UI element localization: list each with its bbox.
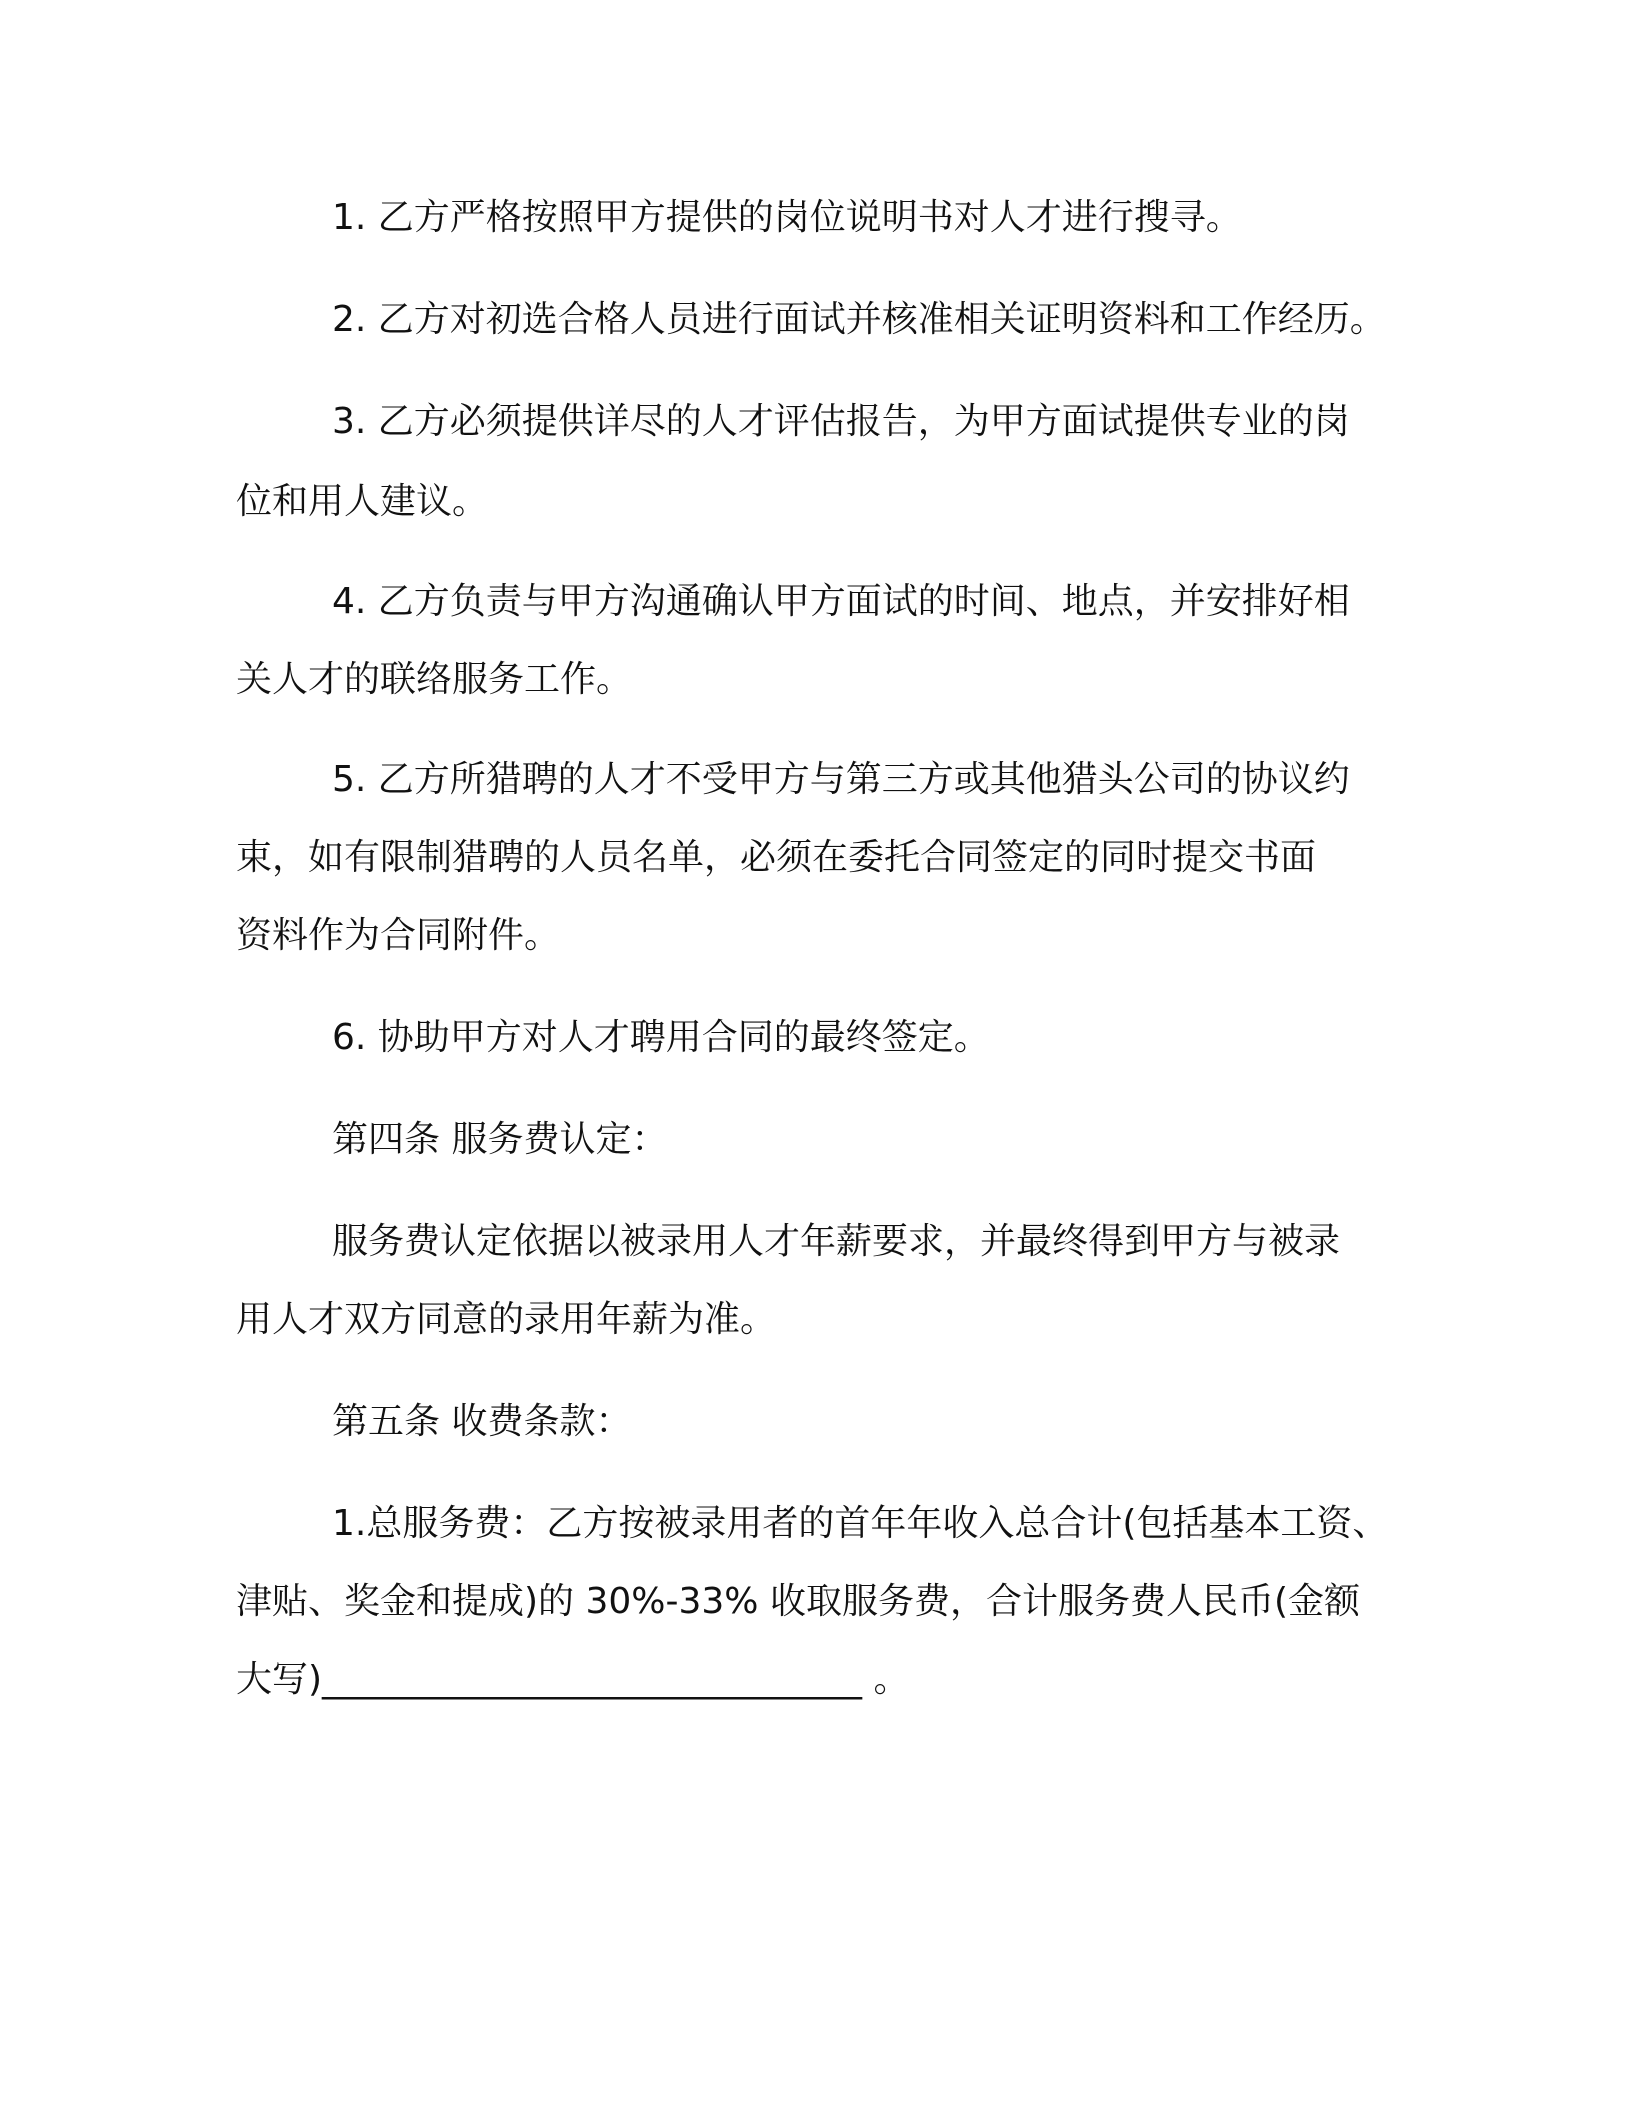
article-5-item-1-line-1: 1.总服务费：乙方按被录用者的首年年收入总合计(包括基本工资、 (332, 1503, 1389, 1544)
article-4-body-line-1: 服务费认定依据以被录用人才年薪要求，并最终得到甲方与被录 (332, 1221, 1341, 1262)
clause-item-5-line-2: 束，如有限制猎聘的人员名单，必须在委托合同签定的同时提交书面 (236, 837, 1317, 878)
article-5-item-1-line-3: 大写)______________________________ 。 (236, 1659, 910, 1700)
article-5-item-1-line-2: 津贴、奖金和提成)的 30%-33% 收取服务费，合计服务费人民币(金额 (236, 1581, 1360, 1622)
clause-item-1: 1. 乙方严格按照甲方提供的岗位说明书对人才进行搜寻。 (332, 197, 1242, 238)
clause-item-3-line-1: 3. 乙方必须提供详尽的人才评估报告，为甲方面试提供专业的岗 (332, 401, 1350, 442)
clause-item-4-line-2: 关人才的联络服务工作。 (236, 659, 633, 700)
clause-item-2: 2. 乙方对初选合格人员进行面试并核准相关证明资料和工作经历。 (332, 299, 1386, 340)
article-5-heading: 第五条 收费条款： (332, 1401, 632, 1442)
clause-item-4-line-1: 4. 乙方负责与甲方沟通确认甲方面试的时间、地点，并安排好相 (332, 581, 1350, 622)
article-4-body-line-2: 用人才双方同意的录用年薪为准。 (236, 1299, 777, 1340)
clause-item-3-line-2: 位和用人建议。 (236, 481, 489, 522)
clause-item-6: 6. 协助甲方对人才聘用合同的最终签定。 (332, 1017, 990, 1058)
clause-item-5-line-3: 资料作为合同附件。 (236, 915, 561, 956)
clause-item-5-line-1: 5. 乙方所猎聘的人才不受甲方与第三方或其他猎头公司的协议约 (332, 759, 1350, 800)
article-4-heading: 第四条 服务费认定： (332, 1119, 668, 1160)
